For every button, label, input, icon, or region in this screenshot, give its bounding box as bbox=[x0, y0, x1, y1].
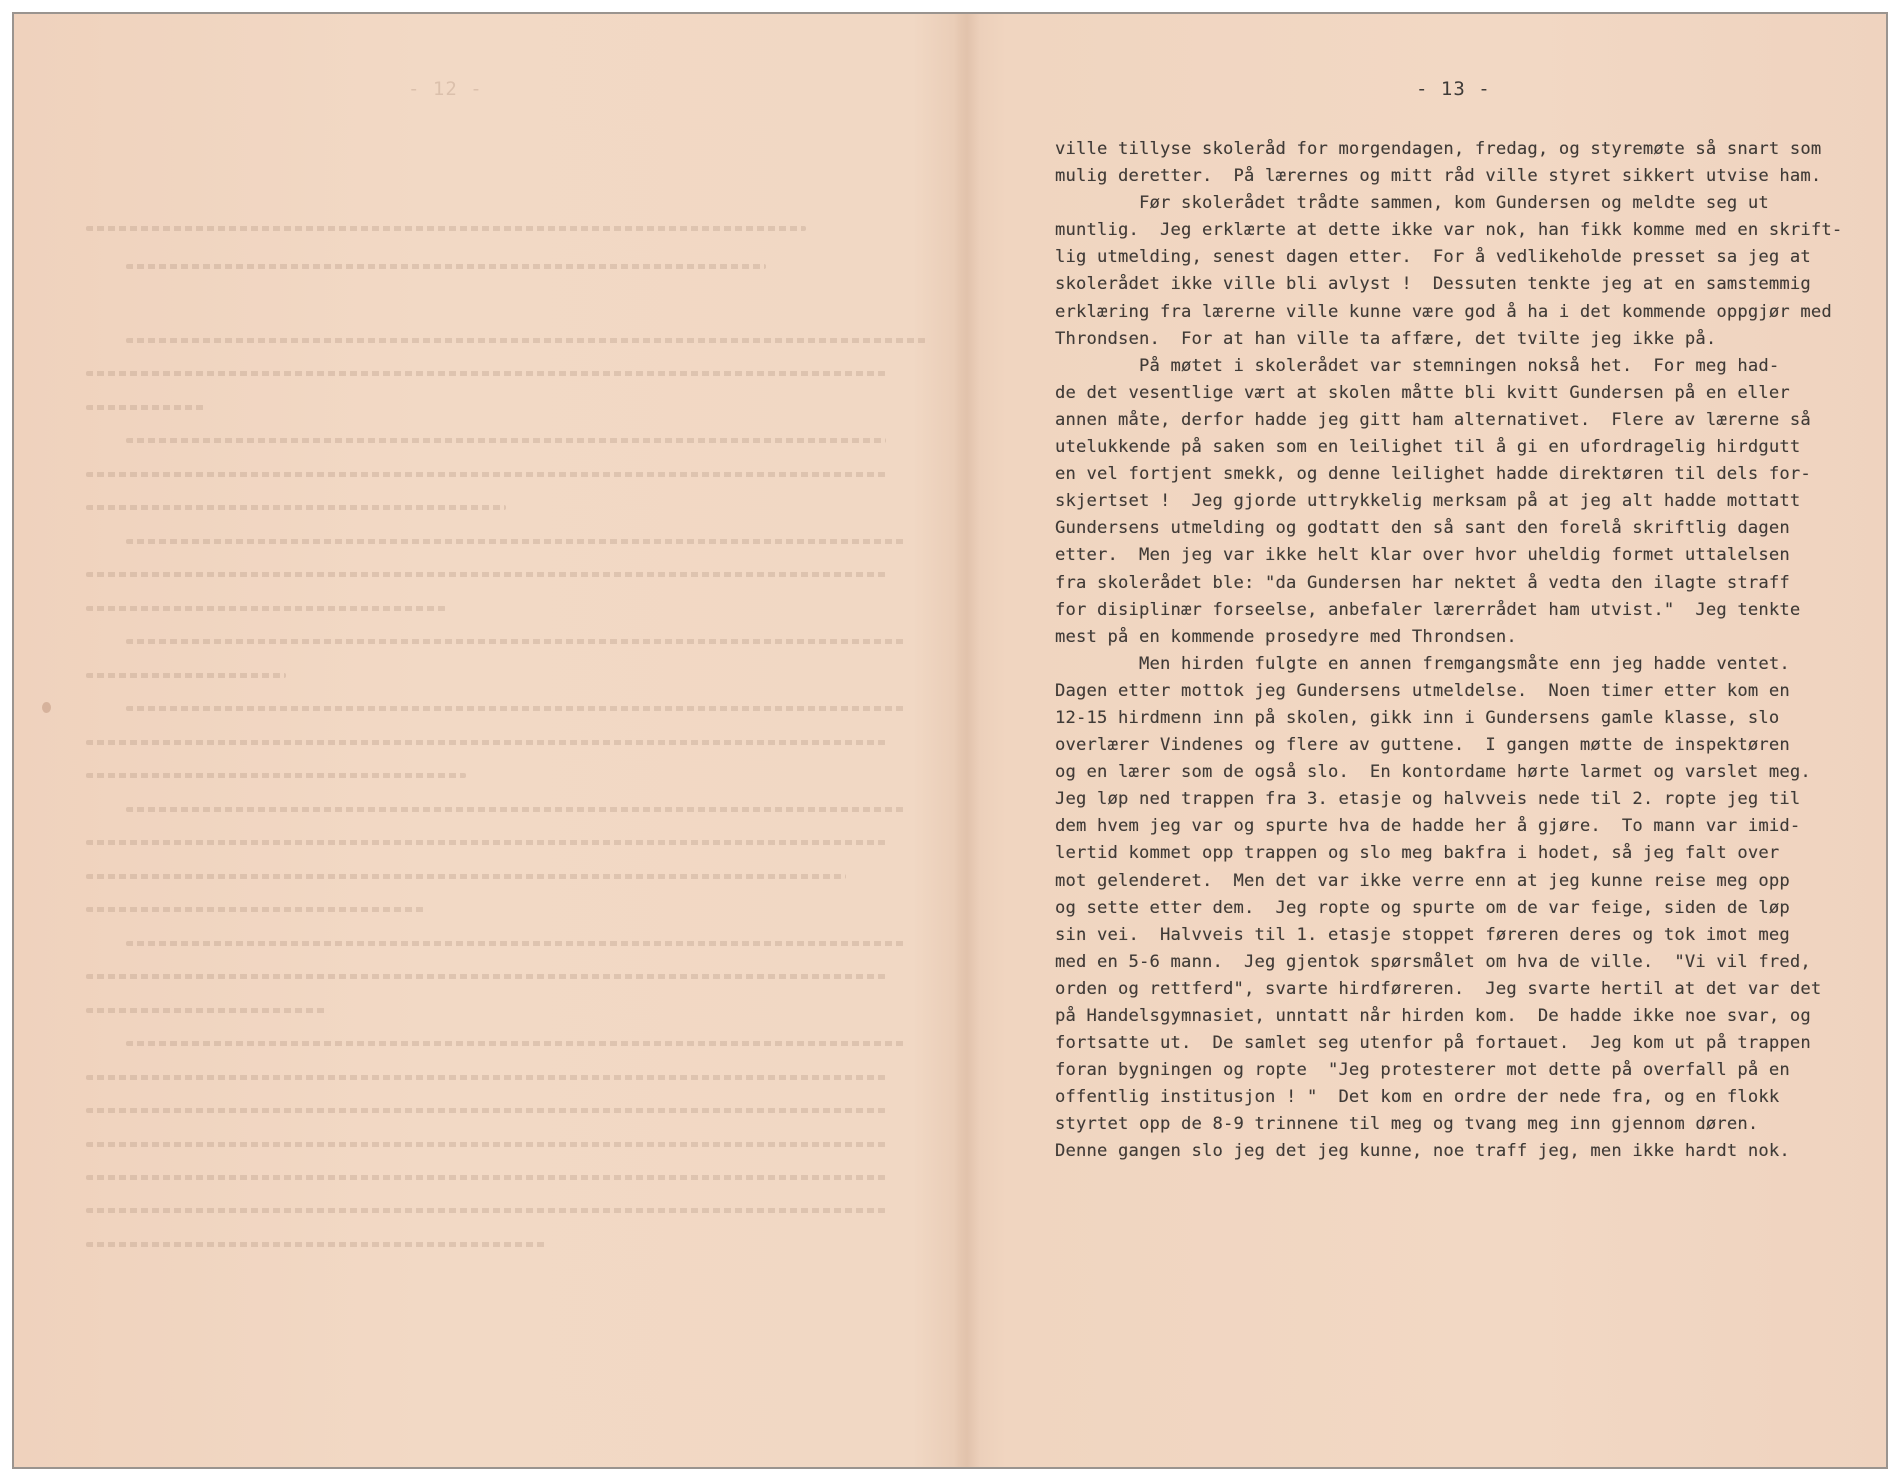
bleed-through-line bbox=[86, 371, 886, 376]
bleed-through-line bbox=[86, 974, 886, 979]
bleed-through-line bbox=[86, 405, 206, 410]
typed-body-text: ville tillyse skoleråd for morgendagen, fredag, og styremøte så snart som mulig deretter. På lærernes og mitt råd ville styret sikkert utvise ham. Før skolerådet trådte sammen, kom Gundersen og meldte seg ut muntlig. Jeg erklærte at dette ikke var nok, han fikk komme med en skrift- lig utmelding, senest dagen etter. For å vedlikeholde presset sa jeg at skolerådet ikke ville bli avlyst ! Dessuten tenkte jeg at en samstemmig erklæring fra lærerne ville kunne være god å ha i det kommende oppgjør med Throndsen. For at han ville ta affære, det tvilte jeg ikke på. På møtet i skolerådet var stemningen nokså het. For meg had- de det vesentlige vært at skolen måtte bli kvitt Gundersen på en eller annen måte, derfor hadde jeg gitt ham alternativet. Flere av lærerne så utelukkende på saken som en leilighet til å gi en ufordragelig hirdgutt en vel fortjent smekk, og denne leilighet hadde direktøren til dels for- skjertset ! Jeg gjorde uttrykkelig merksam på at jeg alt hadde mottatt Gundersens utmelding og godtatt den så sant den forelå skriftlig dagen etter. Men jeg var ikke helt klar over hvor uheldig formet uttalelsen fra skolerådet ble: "da Gundersen har nektet å vedta den ilagte straff for disiplinær forseelse, anbefaler lærerrådet ham utvist." Jeg tenkte mest på en kommende prosedyre med Throndsen. Men hirden fulgte en annen fremgangsmåte enn jeg hadde ventet. Dagen etter mottok jeg Gundersens utmeldelse. Noen timer etter kom en 12-15 hirdmenn inn på skolen, gikk inn i Gundersens gamle klasse, slo overlærer Vindenes og flere av guttene. I gangen møtte de inspektøren og en lærer som de også slo. En kontordame hørte larmet og varslet meg. Jeg løp ned trappen fra 3. etasje og halvveis nede til 2. ropte jeg til dem hvem jeg var og spurte hva de hadde her å gjøre. To mann var imid- lertid kommet opp trappen og slo meg bakfra i hodet, så jeg falt over mot gelenderet. Men det var ikke verre enn at jeg kunne reise meg opp og sette etter dem. Jeg ropte og spurte om de var feige, siden de løp sin vei. Halvveis til 1. etasje stoppet føreren deres og tok imot meg med en 5-6 mann. Jeg gjentok spørsmålet om hva de ville. "Vi vil fred, orden og rettferd", svarte hirdføreren. Jeg svarte hertil at det var det på Handelsgymnasiet, unntatt når hirden kom. De hadde ikke noe svar, og fortsatte ut. De samlet seg utenfor på fortauet. Jeg kom ut på trappen foran bygningen og ropte "Jeg protesterer mot dette på overfall på en offentlig institusjon ! " Det kom en ordre der nede fra, og en flokk styrtet opp de 8-9 trinnene til meg og tvang meg inn gjennom døren. Denne gangen slo jeg det jeg kunne, noe traff jeg, men ikke hardt nok. bbox=[1055, 139, 1843, 1162]
bleed-through-line bbox=[86, 572, 886, 577]
right-page-number: - 13 - bbox=[1416, 78, 1491, 100]
bleed-through-text bbox=[86, 152, 926, 1352]
bleed-through-line bbox=[86, 505, 506, 510]
bleed-through-line bbox=[86, 773, 466, 778]
left-page-number: - 12 - bbox=[408, 78, 483, 100]
bleed-through-line bbox=[126, 264, 766, 269]
bleed-through-line bbox=[126, 539, 906, 544]
bleed-through-line bbox=[126, 338, 926, 343]
bleed-through-line bbox=[86, 1108, 886, 1113]
paper-stain bbox=[42, 702, 51, 713]
scanned-book-spread bbox=[12, 12, 1888, 1469]
bleed-through-line bbox=[86, 840, 886, 845]
bleed-through-line bbox=[126, 438, 886, 443]
bleed-through-line bbox=[126, 807, 906, 812]
bleed-through-line bbox=[86, 907, 426, 912]
bleed-through-line bbox=[126, 941, 906, 946]
bleed-through-line bbox=[86, 740, 886, 745]
bleed-through-line bbox=[86, 472, 886, 477]
bleed-through-line bbox=[86, 673, 286, 678]
right-page bbox=[964, 14, 1888, 1467]
bleed-through-line bbox=[86, 1242, 546, 1247]
bleed-through-line bbox=[86, 874, 846, 879]
bleed-through-line bbox=[86, 1075, 886, 1080]
bleed-through-line bbox=[86, 606, 446, 611]
left-page bbox=[14, 14, 964, 1467]
bleed-through-line bbox=[86, 226, 806, 231]
bleed-through-line bbox=[126, 706, 906, 711]
bleed-through-line bbox=[86, 1008, 326, 1013]
bleed-through-line bbox=[86, 1208, 886, 1213]
bleed-through-line bbox=[126, 1041, 906, 1046]
bleed-through-line bbox=[86, 1175, 886, 1180]
bleed-through-line bbox=[86, 1142, 886, 1147]
bleed-through-line bbox=[126, 639, 906, 644]
